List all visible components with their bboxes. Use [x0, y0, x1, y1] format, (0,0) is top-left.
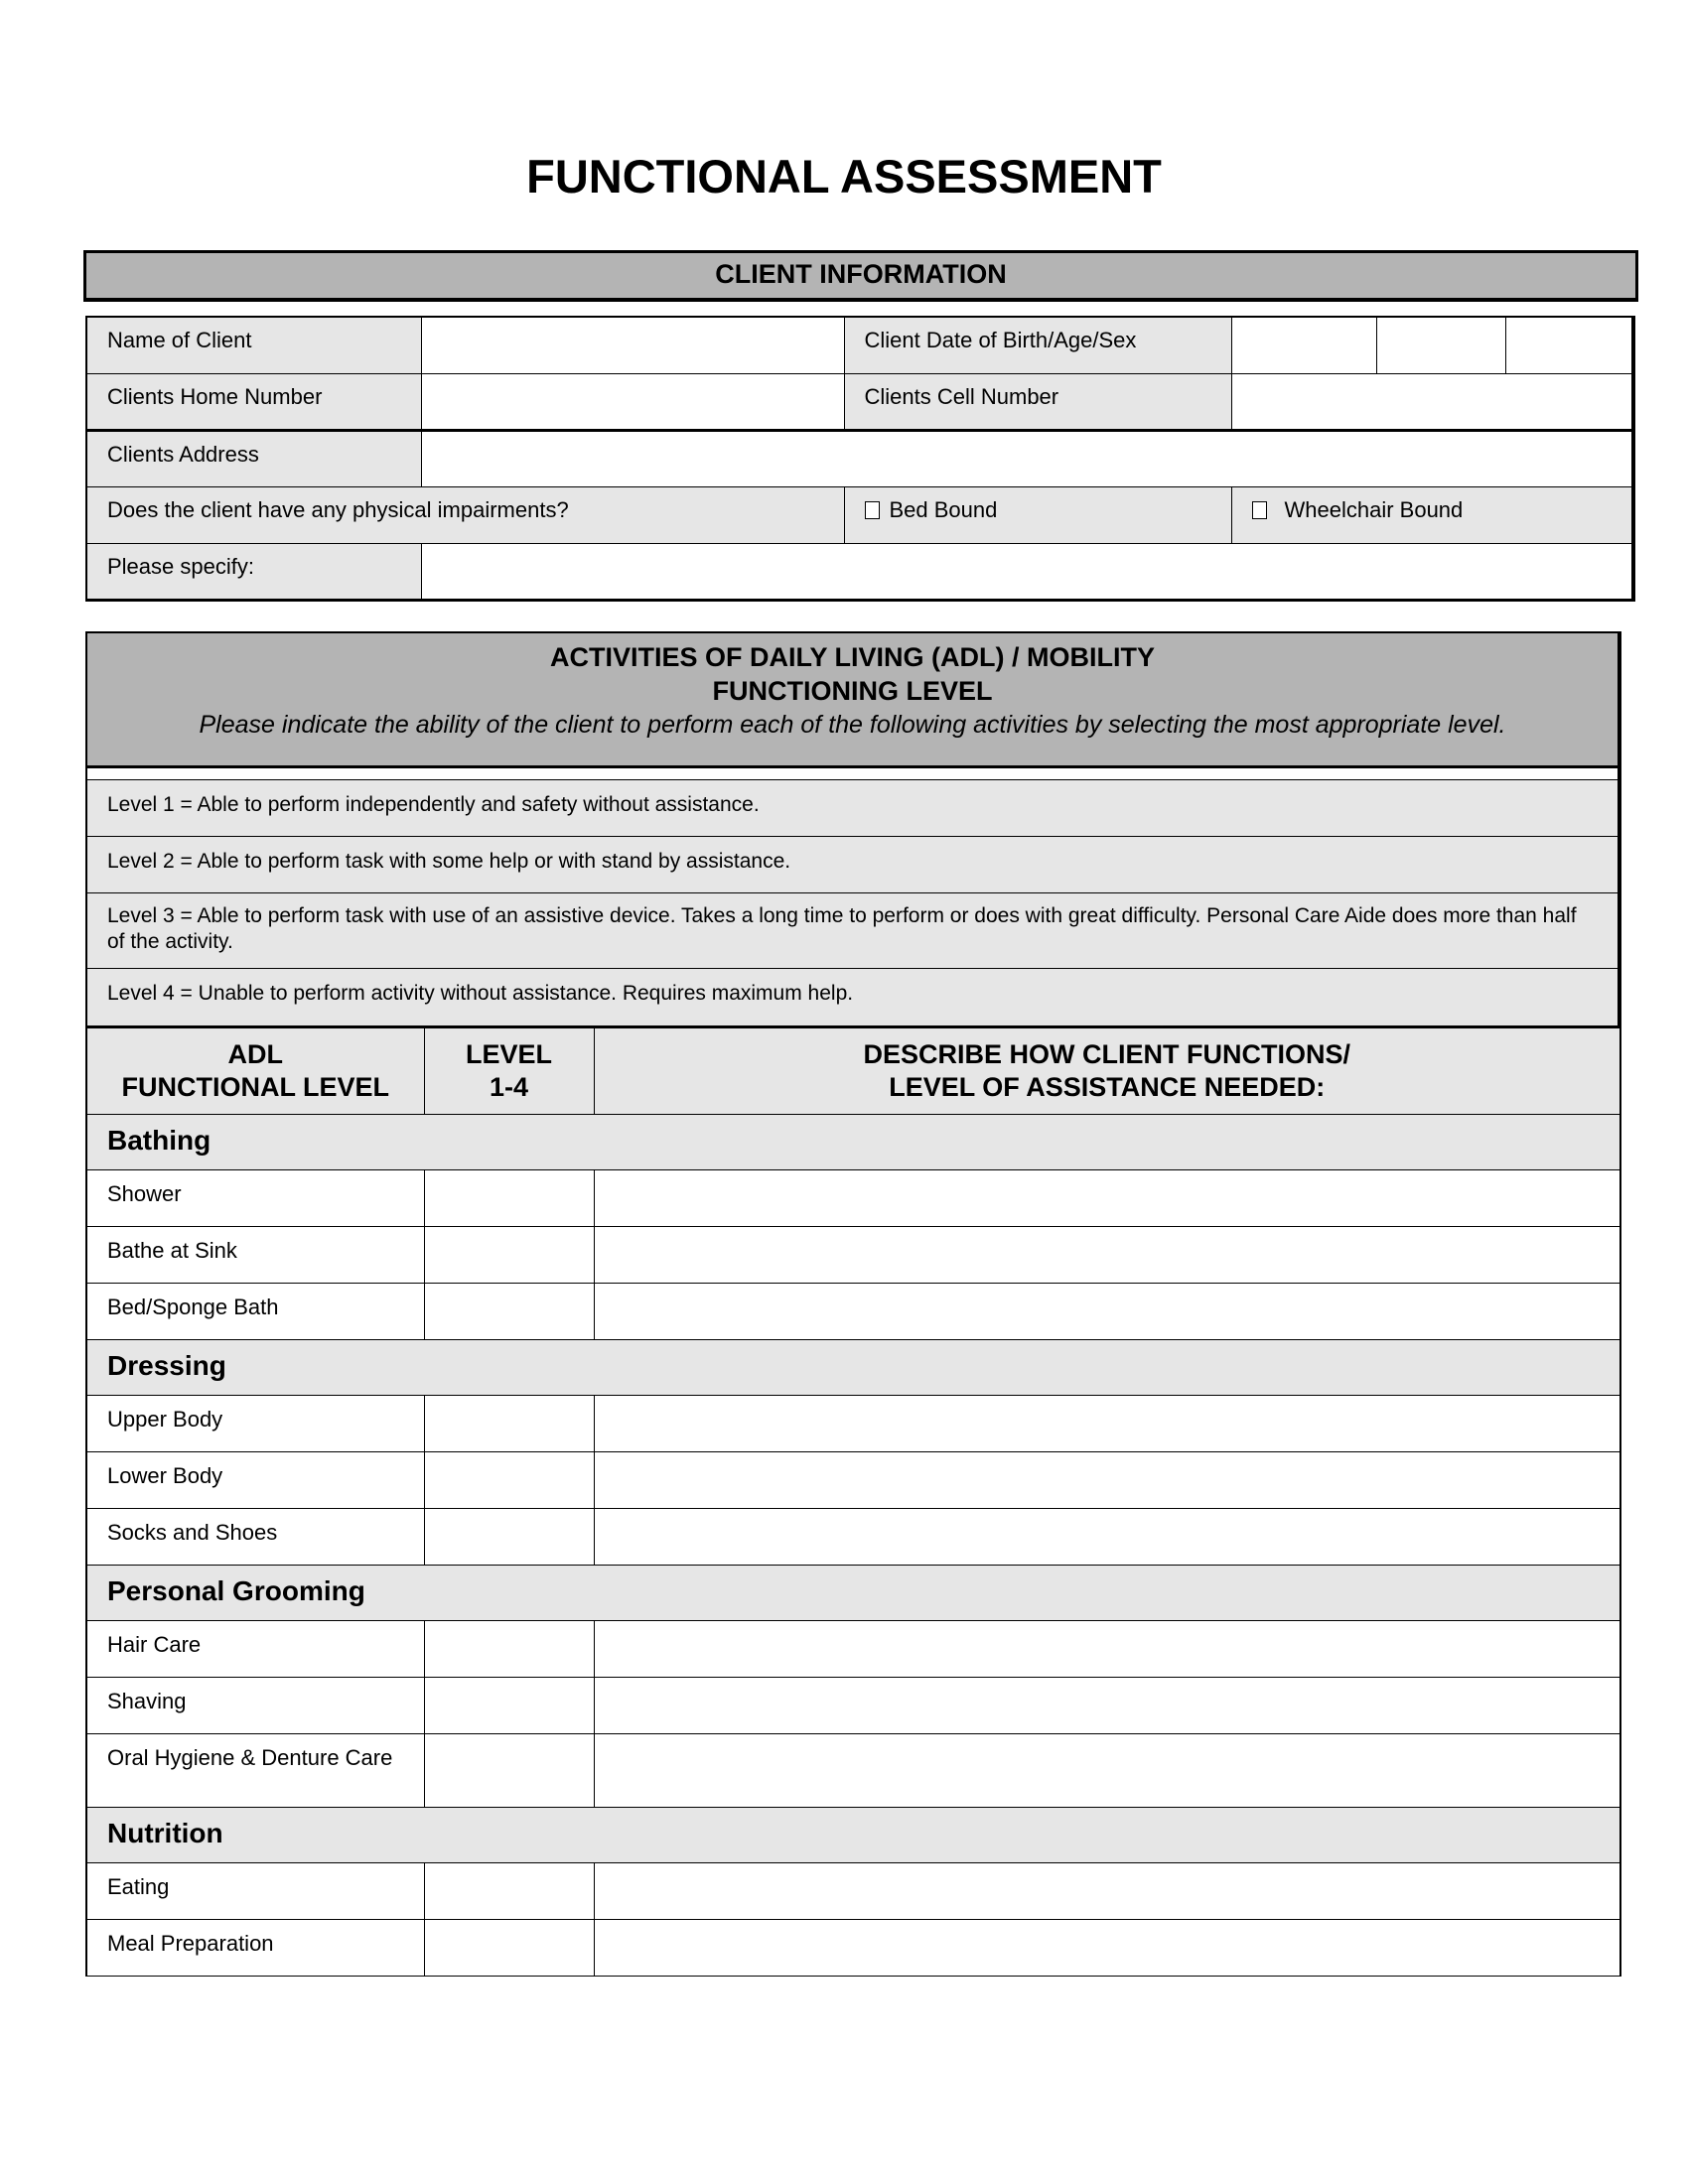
adl-item-row	[87, 1509, 1619, 1566]
specify-row	[86, 543, 1633, 600]
column-header-description	[594, 1027, 1619, 1115]
adl-description-field[interactable]	[594, 1227, 1619, 1284]
adl-table	[87, 1025, 1619, 1977]
adl-title: ACTIVITIES OF DAILY LIVING (ADL) / MOBILITY	[549, 642, 1156, 672]
bed-bound-label: Bed Bound	[889, 496, 998, 522]
adl-level-field[interactable]	[424, 1621, 594, 1678]
client-age-field[interactable]	[1376, 317, 1505, 373]
adl-item-label: Bathe at Sink	[87, 1227, 424, 1284]
adl-level-field[interactable]	[424, 1170, 594, 1227]
client-name-label: Name of Client	[86, 317, 421, 373]
adl-item-row	[87, 1678, 1619, 1734]
adl-item-row	[87, 1170, 1619, 1227]
address-field[interactable]	[421, 430, 1633, 486]
adl-level-field[interactable]	[424, 1509, 594, 1566]
adl-level-field[interactable]	[424, 1396, 594, 1452]
adl-section-title: Nutrition	[87, 1808, 1619, 1863]
wheelchair-bound-checkbox[interactable]	[1252, 501, 1267, 519]
adl-level-field[interactable]	[424, 1863, 594, 1920]
adl-item-row	[87, 1734, 1619, 1808]
level-3-description: Level 3 = Able to perform task with use of an assistive device. Takes a long time to perform or does with great difficulty. Personal Care Aide does more than half of the activity.	[87, 892, 1618, 968]
adl-description-field[interactable]	[594, 1509, 1619, 1566]
adl-section-row	[87, 1808, 1619, 1863]
level-2-description: Level 2 = Able to perform task with some help or with stand by assistance.	[87, 836, 1618, 892]
cell-number-field[interactable]	[1231, 373, 1633, 430]
adl-item-label: Shaving	[87, 1678, 424, 1734]
adl-item-row	[87, 1863, 1619, 1920]
column-header-level	[424, 1027, 594, 1115]
level-4-description: Level 4 = Unable to perform activity without assistance. Requires maximum help.	[87, 968, 1618, 1025]
adl-instructions: Please indicate the ability of the client to perform each of the following activities by selecting the most appropriate level.	[199, 711, 1506, 739]
adl-column-headers	[87, 1027, 1619, 1115]
adl-item-row	[87, 1396, 1619, 1452]
column-header-level-line2: 1-4	[489, 1072, 529, 1102]
bed-bound-option[interactable]	[844, 486, 1231, 543]
client-address-row	[86, 430, 1633, 486]
client-name-row	[86, 317, 1633, 373]
column-header-description-line2: LEVEL OF ASSISTANCE NEEDED:	[889, 1072, 1326, 1102]
adl-subtitle: FUNCTIONING LEVEL	[712, 676, 993, 706]
adl-item-row	[87, 1284, 1619, 1340]
column-header-adl	[87, 1027, 424, 1115]
adl-section-row	[87, 1340, 1619, 1396]
wheelchair-bound-option[interactable]	[1231, 486, 1633, 543]
adl-section-title: Personal Grooming	[87, 1566, 1619, 1621]
adl-item-label: Shower	[87, 1170, 424, 1227]
client-dob-field[interactable]	[1231, 317, 1376, 373]
cell-number-label: Clients Cell Number	[844, 373, 1231, 430]
adl-level-field[interactable]	[424, 1678, 594, 1734]
adl-section-row	[87, 1566, 1619, 1621]
adl-item-label: Hair Care	[87, 1621, 424, 1678]
impairments-question: Does the client have any physical impairments?	[86, 486, 844, 543]
adl-item-label: Meal Preparation	[87, 1920, 424, 1977]
adl-description-field[interactable]	[594, 1621, 1619, 1678]
column-header-level-line1: LEVEL	[465, 1039, 552, 1069]
wheelchair-bound-label: Wheelchair Bound	[1284, 496, 1464, 522]
adl-item-label: Upper Body	[87, 1396, 424, 1452]
adl-section	[85, 631, 1621, 1977]
home-number-label: Clients Home Number	[86, 373, 421, 430]
address-label: Clients Address	[86, 430, 421, 486]
adl-description-field[interactable]	[594, 1920, 1619, 1977]
column-header-adl-line1: ADL	[227, 1039, 283, 1069]
page-title: FUNCTIONAL ASSESSMENT	[526, 150, 1162, 203]
adl-item-row	[87, 1227, 1619, 1284]
client-information-table	[85, 316, 1635, 602]
adl-level-field[interactable]	[424, 1452, 594, 1509]
home-number-field[interactable]	[421, 373, 844, 430]
client-phone-row	[86, 373, 1633, 430]
adl-level-field[interactable]	[424, 1284, 594, 1340]
adl-description-field[interactable]	[594, 1863, 1619, 1920]
column-header-adl-line2: FUNCTIONAL LEVEL	[121, 1072, 389, 1102]
adl-header	[87, 633, 1618, 768]
adl-level-field[interactable]	[424, 1734, 594, 1808]
adl-description-field[interactable]	[594, 1396, 1619, 1452]
level-1-description: Level 1 = Able to perform independently and safety without assistance.	[87, 779, 1618, 836]
adl-item-label: Bed/Sponge Bath	[87, 1284, 424, 1340]
adl-description-field[interactable]	[594, 1734, 1619, 1808]
client-dob-label: Client Date of Birth/Age/Sex	[844, 317, 1231, 373]
bed-bound-checkbox[interactable]	[865, 501, 880, 519]
client-information-header: CLIENT INFORMATION	[83, 250, 1638, 302]
specify-field[interactable]	[421, 543, 1633, 600]
adl-section-row	[87, 1115, 1619, 1170]
adl-item-label: Socks and Shoes	[87, 1509, 424, 1566]
column-header-description-line1: DESCRIBE HOW CLIENT FUNCTIONS/	[863, 1039, 1350, 1069]
adl-level-field[interactable]	[424, 1920, 594, 1977]
adl-level-field[interactable]	[424, 1227, 594, 1284]
adl-section-title: Dressing	[87, 1340, 1619, 1396]
impairments-row	[86, 486, 1633, 543]
adl-description-field[interactable]	[594, 1284, 1619, 1340]
adl-item-label: Oral Hygiene & Denture Care	[87, 1734, 424, 1808]
adl-item-row	[87, 1621, 1619, 1678]
adl-item-row	[87, 1920, 1619, 1977]
client-sex-field[interactable]	[1505, 317, 1633, 373]
adl-item-label: Eating	[87, 1863, 424, 1920]
adl-description-field[interactable]	[594, 1170, 1619, 1227]
adl-description-field[interactable]	[594, 1678, 1619, 1734]
adl-item-row	[87, 1452, 1619, 1509]
adl-item-label: Lower Body	[87, 1452, 424, 1509]
specify-label: Please specify:	[86, 543, 421, 600]
client-name-field[interactable]	[421, 317, 844, 373]
adl-description-field[interactable]	[594, 1452, 1619, 1509]
adl-section-title: Bathing	[87, 1115, 1619, 1170]
